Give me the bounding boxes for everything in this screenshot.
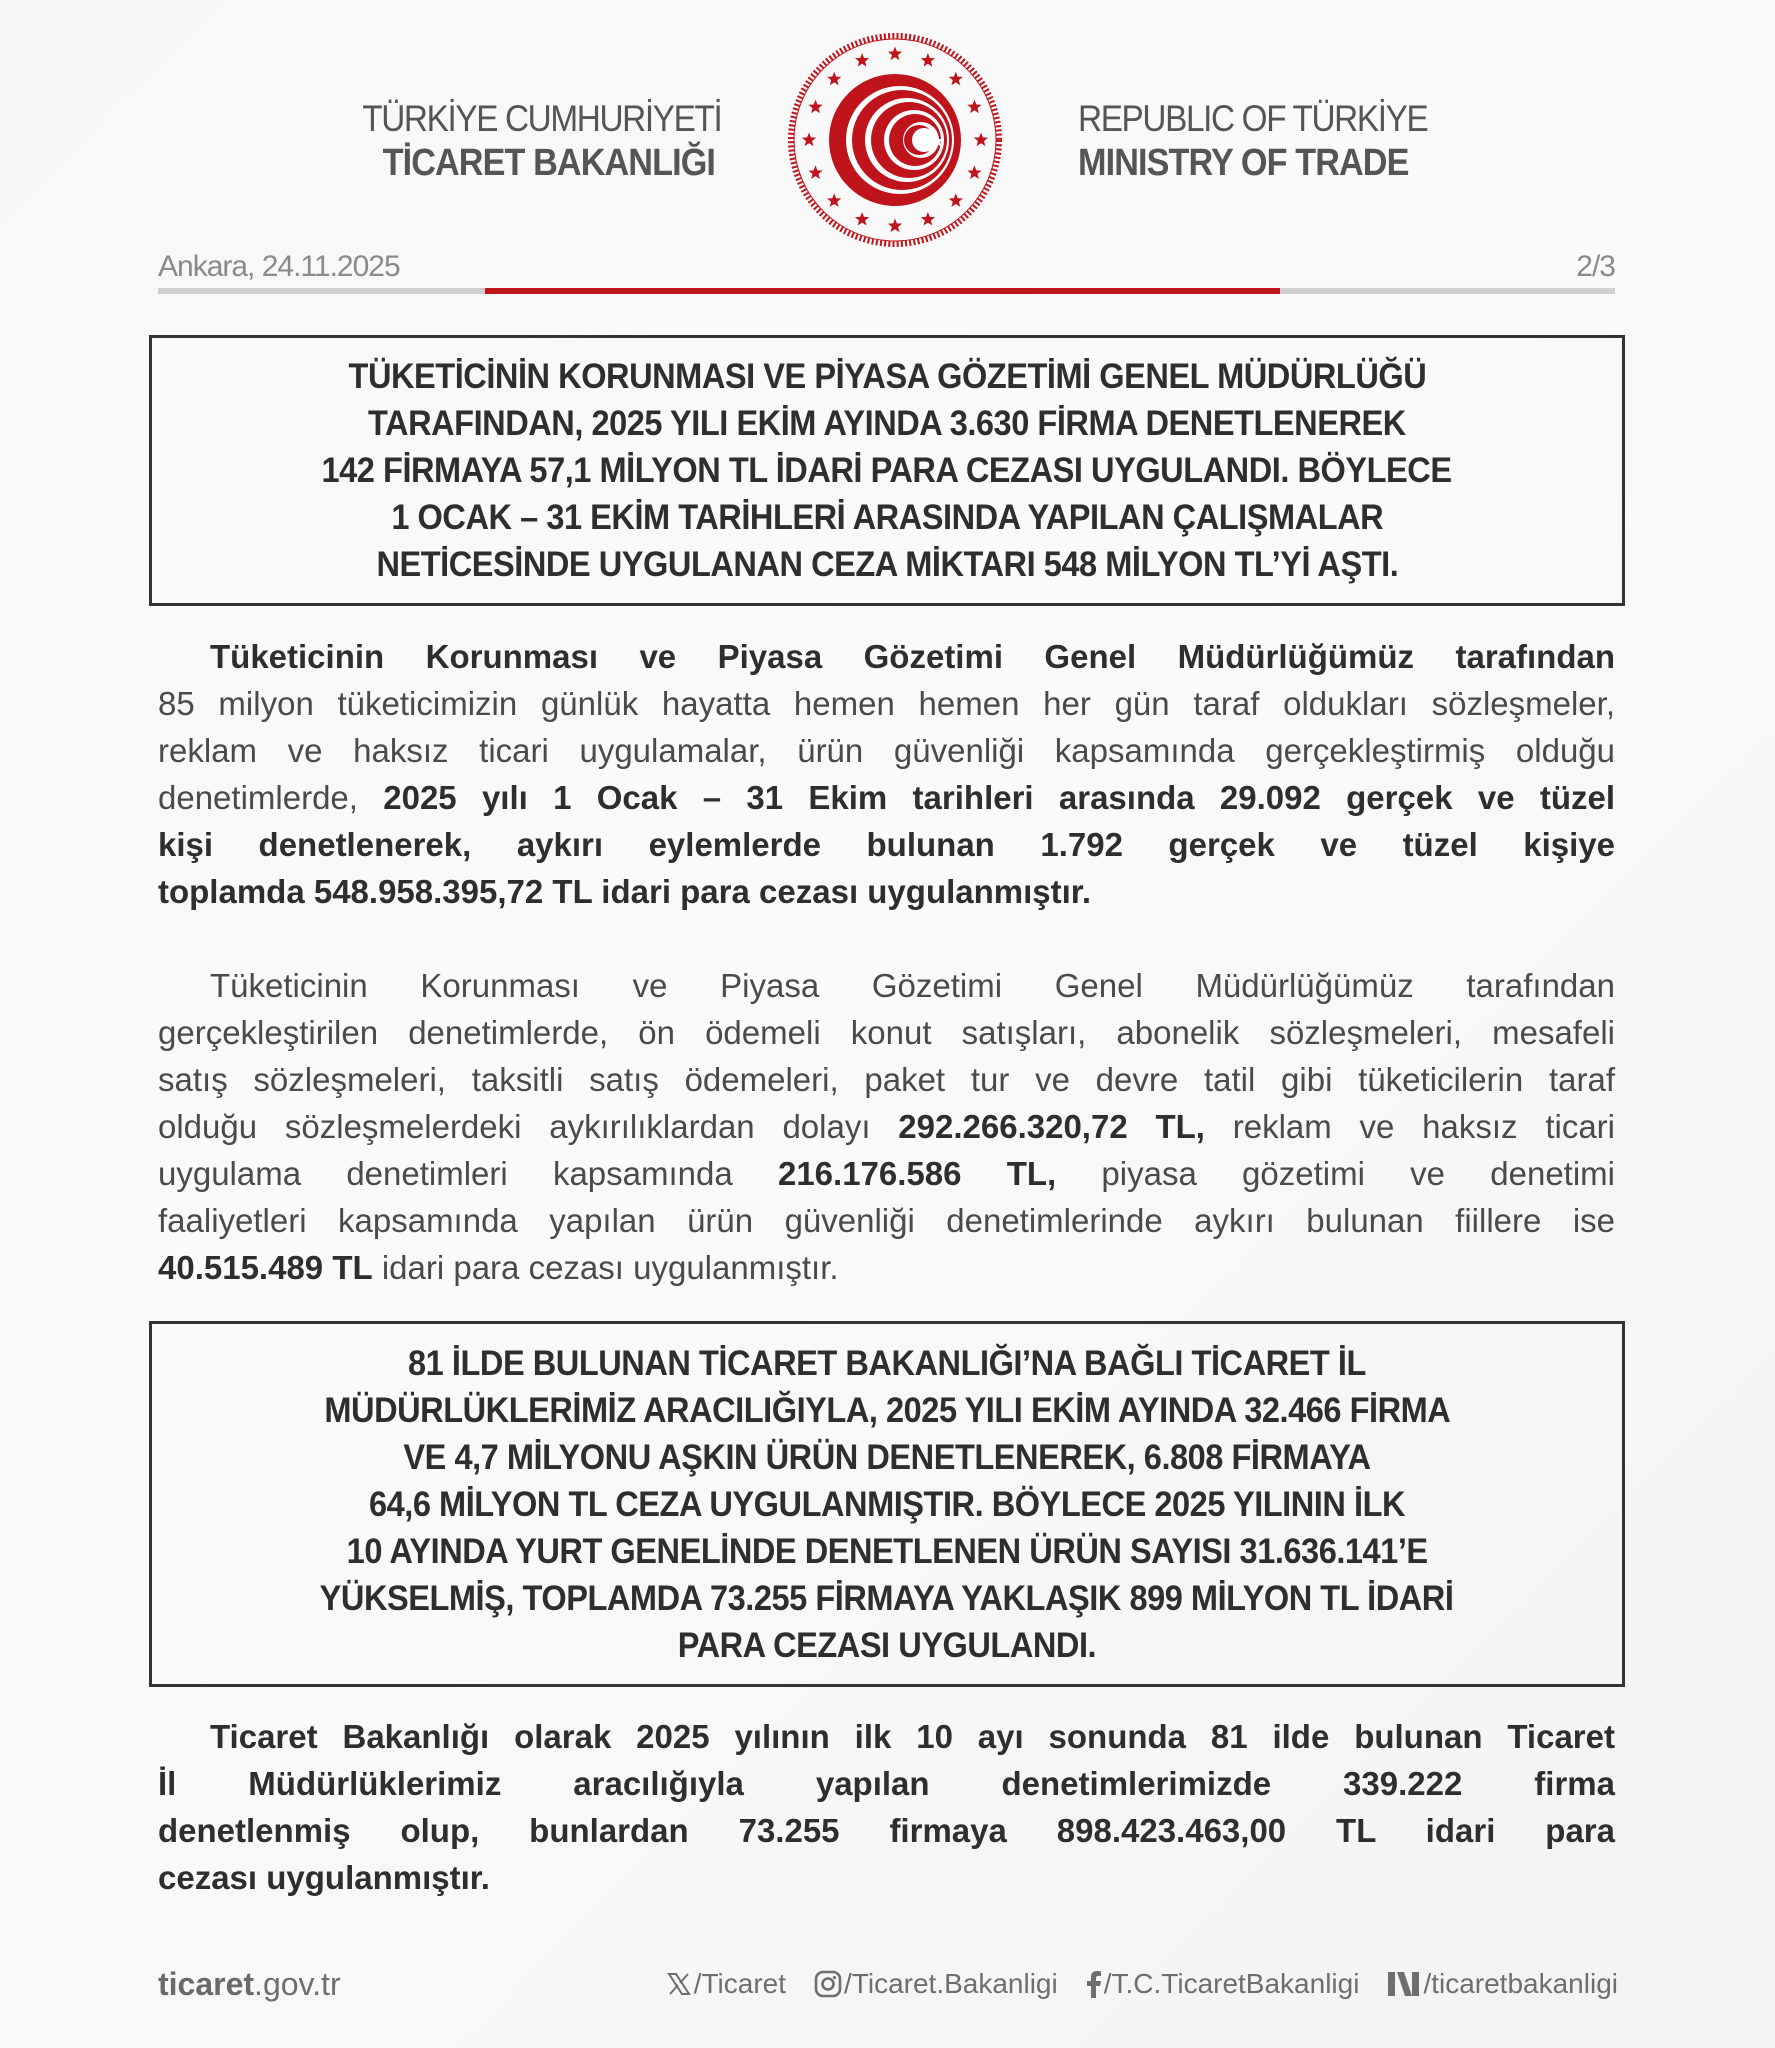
- header-divider-accent: [485, 288, 1280, 294]
- header-tr-line2: TİCARET BAKANLIĞI: [382, 142, 715, 184]
- seal-star: [967, 100, 981, 114]
- header-en-line2: MINISTRY OF TRADE: [1078, 142, 1409, 184]
- paragraph-text: reklam ve haksız ticari uygulamalar, ürün güvenliği kapsamında gerçekleştirmiş olduğu: [158, 732, 1615, 769]
- page-number: 2/3: [1576, 250, 1615, 283]
- headline-line: 64,6 MİLYON TL CEZA UYGULANMIŞTIR. BÖYLECE 2025 YILININ İLK: [368, 1484, 1406, 1524]
- meta-row: [158, 250, 1615, 284]
- headline-line: 10 AYINDA YURT GENELİNDE DENETLENEN ÜRÜN SAYISI 31.636.141’E: [346, 1531, 1428, 1571]
- paragraph-text: Tüketicinin Korunması ve Piyasa Gözetimi Genel Müdürlüğümüz tarafından: [210, 638, 1615, 675]
- paragraph-text: olduğu sözleşmelerdeki aykırılıklardan dolayı: [158, 1108, 899, 1145]
- social-link-nsosyal[interactable]: [1387, 1968, 1618, 2000]
- nsosyal-icon: [1387, 1971, 1421, 1997]
- headline-line: 142 FİRMAYA 57,1 MİLYON TL İDARİ PARA CEZASI UYGULANDI. BÖYLECE: [321, 451, 1453, 490]
- paragraph-text: idari para cezası uygulanmıştır.: [372, 1249, 839, 1286]
- social-links: [666, 1968, 1618, 2000]
- social-handle: /T.C.TicaretBakanligi: [1103, 1968, 1360, 1999]
- paragraph-text-bold: cezası uygulanmıştır.: [158, 1859, 490, 1896]
- paragraph-text-bold: toplamda 548.958.395,72 TL idari para cezası uygulanmıştır.: [158, 873, 1091, 910]
- amount-contracts: 292.266.320,72 TL,: [898, 1108, 1205, 1145]
- seal-star: [949, 72, 963, 86]
- headline-line: MÜDÜRLÜKLERİMİZ ARACILIĞIYLA, 2025 YILI EKİM AYINDA 32.466 FİRMA: [324, 1390, 1450, 1430]
- social-handle: /Ticaret: [693, 1968, 786, 1999]
- headline-line: PARA CEZASI UYGULANDI.: [677, 1625, 1097, 1665]
- social-link-instagram[interactable]: [814, 1968, 1058, 2000]
- social-link-facebook[interactable]: [1086, 1968, 1360, 2000]
- seal-star: [921, 53, 935, 67]
- paragraph-text-bold: 2025 yılı 1 Ocak – 31 Ekim tarihleri arasında 29.092 gerçek ve tüzel: [383, 779, 1615, 816]
- paragraph-text-bold: kişi denetlenerek, aykırı eylemlerde bulunan 1.792 gerçek ve tüzel kişiye: [158, 826, 1615, 863]
- header-en-line1: REPUBLIC OF TÜRKİYE: [1078, 98, 1428, 139]
- paragraph-text: satış sözleşmeleri, taksitli satış ödemeleri, paket tur ve devre tatil gibi tüketicilerin taraf: [158, 1061, 1615, 1098]
- paragraph-3: [158, 1713, 1615, 1901]
- amount-product-safety: 40.515.489 TL: [158, 1249, 373, 1286]
- seal-star: [974, 133, 988, 147]
- paragraph-text: 85 milyon tüketicimizin günlük hayatta hemen hemen her gün taraf oldukları sözleşmeler,: [158, 685, 1615, 722]
- headline-line: 1 OCAK – 31 EKİM TARİHLERİ ARASINDA YAPILAN ÇALIŞMALAR: [391, 498, 1383, 537]
- paragraph-text: piyasa gözetimi ve denetimi: [1056, 1155, 1615, 1192]
- amount-advertising: 216.176.586 TL,: [777, 1155, 1057, 1192]
- headline-box-2: [149, 1321, 1625, 1687]
- social-handle: /ticaretbakanligi: [1423, 1968, 1618, 1999]
- seal-star: [827, 193, 841, 207]
- paragraph-text: faaliyetleri kapsamında yapılan ürün güvenliği denetimlerinde aykırı bulunan fiillere ise: [158, 1202, 1615, 1239]
- paragraph-text: reklam ve haksız ticari: [1204, 1108, 1615, 1145]
- paragraph-text: gerçekleştirilen denetimlerde, ön ödemeli konut satışları, abonelik sözleşmeleri, mesafeli: [158, 1014, 1615, 1051]
- website-name: ticaret: [158, 1966, 255, 2002]
- headline-line: TÜKETİCİNİN KORUNMASI VE PİYASA GÖZETİMİ GENEL MÜDÜRLÜĞÜ: [348, 357, 1426, 396]
- headline-box-1: [149, 335, 1625, 606]
- ministry-seal-logo: [785, 30, 1005, 250]
- paragraph-text: Tüketicinin Korunması ve Piyasa Gözetimi Genel Müdürlüğümüz tarafından: [210, 967, 1615, 1004]
- headline-line: NETİCESİNDE UYGULANAN CEZA MİKTARI 548 MİLYON TL’Yİ AŞTI.: [376, 545, 1398, 584]
- facebook-icon: [1086, 1970, 1102, 1998]
- headline-line: VE 4,7 MİLYONU AŞKIN ÜRÜN DENETLENEREK, 6.808 FİRMAYA: [403, 1437, 1371, 1477]
- headline-line: YÜKSELMİŞ, TOPLAMDA 73.255 FİRMAYA YAKLAŞIK 899 MİLYON TL İDARİ: [320, 1578, 1454, 1618]
- paragraph-text: uygulama denetimleri kapsamında: [158, 1155, 778, 1192]
- x-icon: [666, 1971, 692, 1997]
- headline-line: TARAFINDAN, 2025 YILI EKİM AYINDA 3.630 FİRMA DENETLENEREK: [368, 404, 1406, 443]
- paragraph-text-bold: denetlenmiş olup, bunlardan 73.255 firmaya 898.423.463,00 TL idari para: [158, 1812, 1615, 1849]
- place-date: Ankara, 24.11.2025: [158, 250, 400, 283]
- seal-star: [967, 165, 981, 179]
- header-tr-line1: TÜRKİYE CUMHURİYETİ: [362, 98, 722, 139]
- footer: [158, 1966, 1618, 2006]
- seal-star: [808, 165, 822, 179]
- headline-line: 81 İLDE BULUNAN TİCARET BAKANLIĞI’NA BAĞLI TİCARET İL: [408, 1343, 1366, 1383]
- website-domain: .gov.tr: [254, 1966, 341, 2002]
- seal-star: [921, 212, 935, 226]
- social-link-x[interactable]: [666, 1968, 786, 2000]
- seal-star: [802, 133, 816, 147]
- website-link[interactable]: [158, 1966, 341, 2003]
- paragraph-text: denetimlerde,: [158, 779, 384, 816]
- seal-star: [949, 193, 963, 207]
- header-en: [1078, 100, 1478, 182]
- seal-star: [888, 219, 902, 233]
- seal-star: [808, 100, 822, 114]
- paragraph-1: [158, 633, 1615, 915]
- seal-star: [827, 72, 841, 86]
- header-tr: [323, 98, 722, 184]
- seal-star: [855, 53, 869, 67]
- paragraph-text-bold: Ticaret Bakanlığı olarak 2025 yılının ilk 10 ayı sonunda 81 ilde bulunan Ticaret: [210, 1718, 1615, 1755]
- paragraph-2: [158, 962, 1615, 1291]
- social-handle: /Ticaret.Bakanligi: [844, 1968, 1058, 1999]
- header-divider: [158, 288, 1615, 294]
- paragraph-text-bold: İl Müdürlüklerimiz aracılığıyla yapılan denetimlerimizde 339.222 firma: [158, 1765, 1615, 1802]
- seal-star: [855, 212, 869, 226]
- instagram-icon: [814, 1970, 842, 1998]
- seal-star: [888, 47, 902, 61]
